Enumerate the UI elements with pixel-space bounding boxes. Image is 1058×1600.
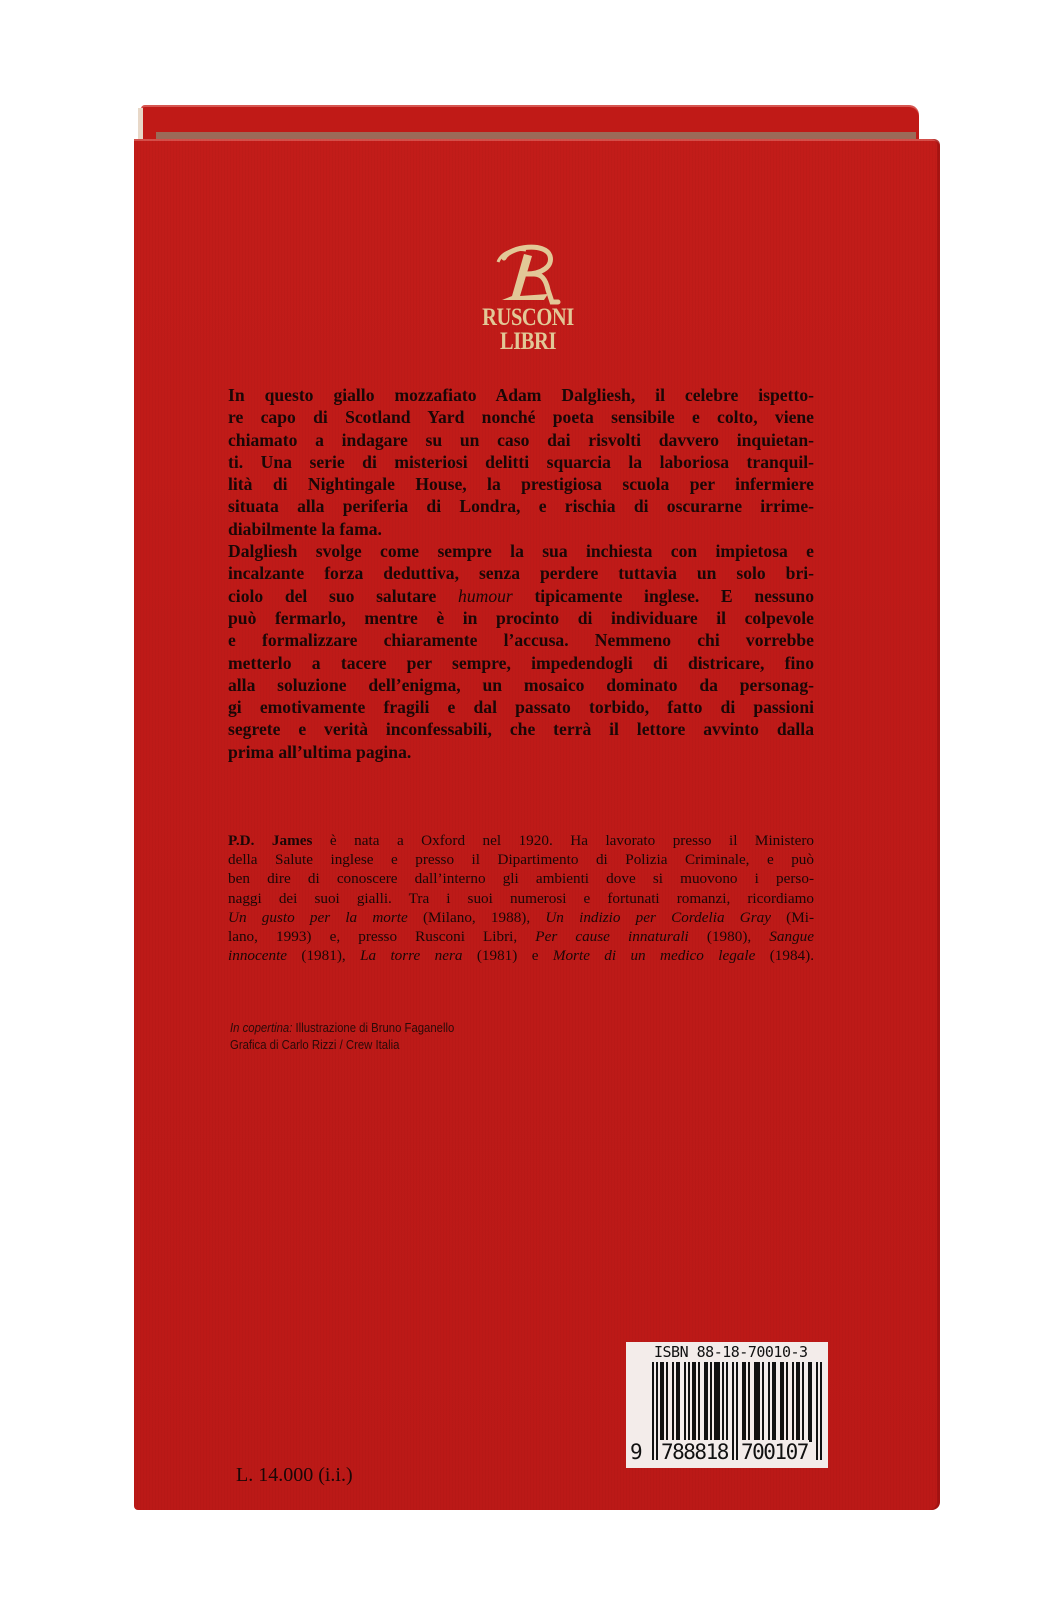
- bio-line: della Salute inglese e presso il Dipartimento di Polizia Criminale, e può: [228, 851, 814, 869]
- graphics-credit: Grafica di Carlo Rizzi / Crew Italia: [230, 1038, 400, 1052]
- book-title: La torre nera: [360, 947, 463, 965]
- synopsis-line: situata alla periferia di Londra, e rischia di oscurarne irrime-: [228, 496, 814, 517]
- bio-text: (1981) e: [462, 947, 553, 965]
- bio-text: è nata a Oxford nel 1920. Ha lavorato presso il Ministero: [312, 832, 814, 849]
- synopsis-line: segrete e verità inconfessabili, che terrà il lettore avvinto dalla: [228, 719, 814, 740]
- synopsis-line: e formalizzare chiaramente l’accusa. Nemmeno chi vorrebbe: [228, 630, 814, 651]
- synopsis-fragment: ciolo del suo salutare: [228, 585, 459, 606]
- page-block-edge: [156, 132, 916, 139]
- bio-line: [228, 908, 814, 927]
- bio-text: (1981),: [287, 947, 361, 965]
- synopsis-line: lità di Nightingale House, la prestigiosa scuola per infermiere: [228, 474, 814, 495]
- ean-first-digit: 9: [630, 1440, 643, 1464]
- bio-text: lano, 1993) e, presso Rusconi Libri,: [228, 928, 536, 946]
- bio-text: (1984).: [755, 947, 814, 965]
- synopsis-line: ti. Una serie di misteriosi delitti squarcia la laboriosa tranquil-: [228, 451, 814, 472]
- synopsis-line: In questo giallo mozzafiato Adam Dalgliesh, il celebre ispetto-: [228, 385, 814, 405]
- book-title: Per cause innaturali: [535, 928, 689, 946]
- ean-left-group: 788818: [661, 1440, 728, 1464]
- book-title: Sangue: [769, 928, 814, 946]
- publisher-name-line1: RUSCONI: [482, 304, 574, 331]
- synopsis-fragment: tipicamente inglese. E nessuno: [512, 585, 814, 606]
- bio-line: ben dire di conoscere dall’interno gli ambienti dove si muovono i perso-: [228, 870, 814, 888]
- publisher-name-line2: LIBRI: [499, 328, 557, 355]
- bio-text: (Milano, 1988),: [407, 908, 546, 926]
- book-title: Morte di un medico legale: [552, 947, 756, 965]
- synopsis-line: diabilmente la fama.: [228, 518, 382, 539]
- bio-line: [228, 927, 814, 946]
- ean-right-group: 700107: [741, 1440, 808, 1464]
- bio-line: naggi dei suoi gialli. Tra i suoi numerosi e fortunati romanzi, ricordiamo: [228, 889, 814, 907]
- bio-text: (Mi-: [770, 908, 815, 926]
- isbn-barcode-label: [626, 1342, 828, 1468]
- synopsis-line: chiamato a indagare su un caso dai risvolti davvero inquietan-: [228, 429, 814, 450]
- synopsis-line: incalzante forza deduttiva, senza perdere tuttavia un solo bri-: [228, 563, 814, 584]
- publisher-logo: [458, 244, 598, 364]
- illustrator: Illustrazione di Bruno Faganello: [292, 1021, 455, 1035]
- isbn-number: ISBN 88-18-70010-3: [654, 1343, 808, 1361]
- synopsis-line: prima all’ultima pagina.: [228, 741, 412, 762]
- illustration-credit: [230, 1020, 518, 1037]
- synopsis-italic-humour: humour: [458, 585, 513, 606]
- bio-line: [228, 946, 814, 965]
- synopsis-line: Dalgliesh svolge come sempre la sua inchiesta con impietosa e: [228, 541, 814, 562]
- synopsis-line: [228, 585, 814, 607]
- bio-text: (1980),: [688, 928, 770, 946]
- synopsis-line: metterlo a tacere per sempre, impedendogli di districare, fino: [228, 652, 814, 673]
- price-label: L. 14.000 (i.i.): [236, 1464, 353, 1486]
- publisher-name: [471, 306, 586, 354]
- rusconi-monogram-icon: [486, 244, 570, 306]
- synopsis-line: alla soluzione dell’enigma, un mosaico dominato da personag-: [228, 674, 814, 695]
- credits-label: In copertina:: [230, 1021, 293, 1035]
- synopsis-line: re capo di Scotland Yard nonché poeta sensibile e colto, viene: [228, 407, 814, 428]
- synopsis-line: gi emotivamente fragili e dal passato torbido, fatto di passioni: [228, 697, 814, 718]
- bio-line: [228, 831, 814, 850]
- synopsis-line: può fermarlo, mentre è in procinto di individuare il colpevole: [228, 607, 814, 628]
- cover-credits: [230, 1020, 518, 1054]
- author-name: P.D. James: [228, 832, 313, 849]
- synopsis-text: [228, 384, 814, 763]
- author-bio: [228, 831, 814, 965]
- book-title: Un gusto per la morte: [228, 908, 408, 926]
- book-title: Un indizio per Cordelia Gray: [545, 908, 771, 926]
- book-title: innocente: [228, 947, 288, 965]
